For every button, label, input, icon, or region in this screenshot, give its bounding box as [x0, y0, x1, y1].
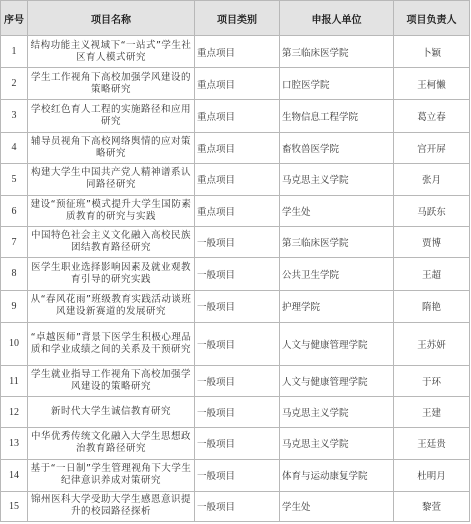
header-project-name: 项目名称: [28, 1, 195, 36]
applicant-unit: 马克思主义学院: [280, 428, 394, 459]
project-type: 重点项目: [195, 132, 280, 163]
row-number: 5: [1, 163, 28, 195]
project-name: 构建大学生中国共产党人精神谱系认同路径研究: [28, 163, 195, 195]
project-name: 学生就业指导工作视角下高校加强学风建设的策略研究: [28, 365, 195, 396]
project-type: 一般项目: [195, 459, 280, 491]
table-row: [1, 227, 470, 258]
applicant-unit: 马克思主义学院: [280, 397, 394, 428]
row-number: 7: [1, 227, 28, 258]
project-name: 结构功能主义视域下“一站式”学生社区育人模式研究: [28, 36, 195, 68]
row-number: 11: [1, 365, 28, 396]
project-leader: 杜明月: [394, 459, 470, 491]
applicant-unit: 口腔医学院: [280, 68, 394, 100]
row-number: 15: [1, 491, 28, 521]
project-leader: 王建: [394, 397, 470, 428]
project-name: 新时代大学生诚信教育研究: [28, 397, 195, 428]
applicant-unit: 体育与运动康复学院: [280, 459, 394, 491]
project-name: 基于“一日制”学生管理视角下大学生纪律意识养成对策研究: [28, 459, 195, 491]
project-name: 中国特色社会主义文化融入高校民族团结教育路径研究: [28, 227, 195, 258]
project-type: 一般项目: [195, 290, 280, 322]
row-number: 12: [1, 397, 28, 428]
project-leader: 卜颖: [394, 36, 470, 68]
table-row: [1, 290, 470, 322]
row-number: 10: [1, 322, 28, 365]
applicant-unit: 公共卫生学院: [280, 258, 394, 290]
table-row: [1, 428, 470, 459]
table-row: [1, 365, 470, 396]
project-type: 一般项目: [195, 258, 280, 290]
table-header-row: [1, 1, 470, 36]
table-row: [1, 36, 470, 68]
row-number: 14: [1, 459, 28, 491]
header-project-leader: 项目负责人: [394, 1, 470, 36]
project-leader: 王柯懒: [394, 68, 470, 100]
table-row: [1, 132, 470, 163]
table-row: [1, 68, 470, 100]
project-leader: 王廷贵: [394, 428, 470, 459]
applicant-unit: 畜牧兽医学院: [280, 132, 394, 163]
project-type: 一般项目: [195, 227, 280, 258]
project-name: 辅导员视角下高校网络舆情的应对策略研究: [28, 132, 195, 163]
project-leader: 张月: [394, 163, 470, 195]
project-type: 一般项目: [195, 397, 280, 428]
project-leader: 马跃东: [394, 195, 470, 226]
project-name: 学校红色育人工程的实施路径和应用研究: [28, 100, 195, 132]
row-number: 3: [1, 100, 28, 132]
table-body: [1, 36, 470, 522]
project-name: 锦州医科大学受助大学生感恩意识提升的校园路径探析: [28, 491, 195, 521]
project-type: 重点项目: [195, 195, 280, 226]
project-type: 一般项目: [195, 365, 280, 396]
header-project-type: 项目类别: [195, 1, 280, 36]
project-leader: 隋艳: [394, 290, 470, 322]
applicant-unit: 人文与健康管理学院: [280, 322, 394, 365]
applicant-unit: 护理学院: [280, 290, 394, 322]
table-row: [1, 100, 470, 132]
project-type: 一般项目: [195, 322, 280, 365]
header-no: 序号: [1, 1, 28, 36]
table-row: [1, 258, 470, 290]
applicant-unit: 第三临床医学院: [280, 36, 394, 68]
project-name: 从“春风花雨”班级教育实践活动谈班风建设新赛道的发展研究: [28, 290, 195, 322]
project-type: 重点项目: [195, 163, 280, 195]
table-row: [1, 459, 470, 491]
row-number: 2: [1, 68, 28, 100]
applicant-unit: 学生处: [280, 195, 394, 226]
table-row: [1, 397, 470, 428]
project-name: 中华优秀传统文化融入大学生思想政治教育路径研究: [28, 428, 195, 459]
project-type: 重点项目: [195, 100, 280, 132]
row-number: 1: [1, 36, 28, 68]
project-type: 一般项目: [195, 491, 280, 521]
row-number: 8: [1, 258, 28, 290]
applicant-unit: 人文与健康管理学院: [280, 365, 394, 396]
row-number: 4: [1, 132, 28, 163]
row-number: 6: [1, 195, 28, 226]
applicant-unit: 生物信息工程学院: [280, 100, 394, 132]
table-row: [1, 163, 470, 195]
applicant-unit: 学生处: [280, 491, 394, 521]
project-leader: 贾博: [394, 227, 470, 258]
project-leader: 黎萱: [394, 491, 470, 521]
table-row: [1, 322, 470, 365]
project-leader: 于环: [394, 365, 470, 396]
applicant-unit: 马克思主义学院: [280, 163, 394, 195]
project-leader: 王超: [394, 258, 470, 290]
project-leader: 王苏妍: [394, 322, 470, 365]
project-name: 建设“预征班”模式提升大学生国防素质教育的研究与实践: [28, 195, 195, 226]
header-applicant-unit: 申报人单位: [280, 1, 394, 36]
row-number: 9: [1, 290, 28, 322]
project-name: 医学生职业选择影响因素及就业观教育引导的研究实践: [28, 258, 195, 290]
row-number: 13: [1, 428, 28, 459]
project-type: 重点项目: [195, 36, 280, 68]
project-leader: 宫开屏: [394, 132, 470, 163]
table-row: [1, 491, 470, 521]
project-leader: 葛立春: [394, 100, 470, 132]
project-type: 一般项目: [195, 428, 280, 459]
project-name: 学生工作视角下高校加强学风建设的策略研究: [28, 68, 195, 100]
table-row: [1, 195, 470, 226]
project-name: “卓越医师”背景下医学生积极心理品质和学业成绩之间的关系及干预研究: [28, 322, 195, 365]
project-type: 重点项目: [195, 68, 280, 100]
applicant-unit: 第三临床医学院: [280, 227, 394, 258]
